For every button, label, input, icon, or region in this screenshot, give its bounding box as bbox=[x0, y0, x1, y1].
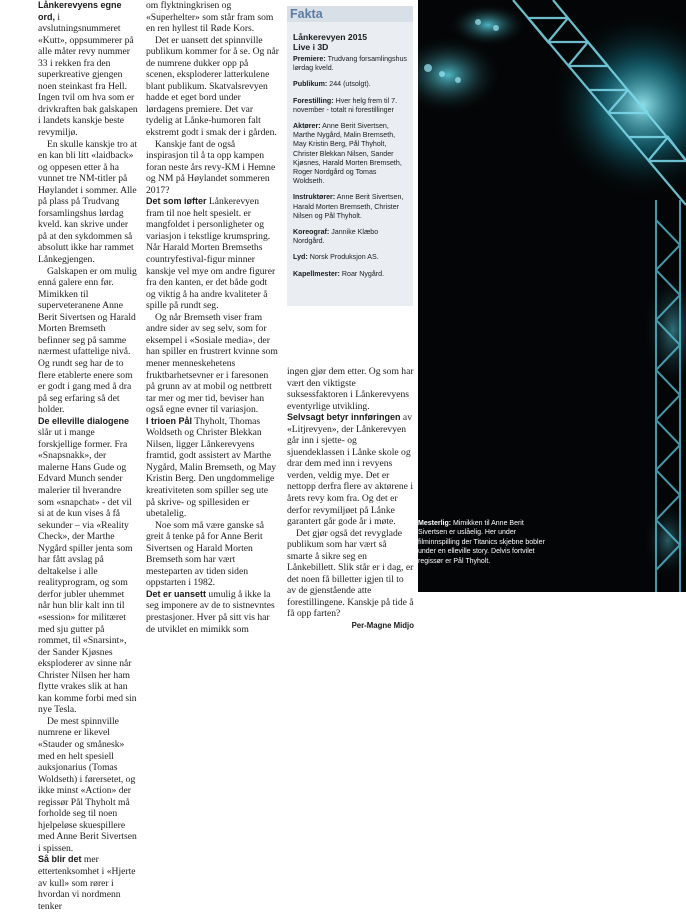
caption-text: Mimikken til Anne Berit Sivertsen er uslåelig. Her under filminnspilling der Titanics skjebne bobler under en elleville story. Delvis fortvilet regissør er Pål Thyholt. bbox=[418, 520, 545, 565]
paragraph bbox=[146, 416, 279, 520]
fact-label: Lyd: bbox=[293, 253, 308, 262]
paragraph-lead: Så blir det bbox=[38, 854, 82, 865]
fact-label: Kapellmester: bbox=[293, 269, 340, 278]
fact-title-line-2: Live i 3D bbox=[293, 42, 329, 52]
caption-label: Mesterlig: bbox=[418, 520, 452, 527]
paragraph-lead: I trioen Pål bbox=[146, 415, 193, 426]
paragraph bbox=[146, 589, 279, 635]
fact-text: Anne Berit Sivertsen, Marthe Nygård, Malin Bremseth, May Kristin Berg, Pål Thyholt, Christer Blekkan Nilsen, Sander Kjøsnes, Harald Morten Bremseth, Roger Nordgård og Tomas Woldseth. bbox=[293, 122, 402, 186]
fact-text: Jannike Klæbo Nordgård. bbox=[293, 228, 379, 246]
photo-caption bbox=[418, 519, 548, 566]
fact-text: 244 (utsolgt). bbox=[327, 80, 371, 89]
paragraph-text: mer ettertenksomhet i «Hjerte av kull» som rører i hvordan vi nordmenn tenker bbox=[38, 854, 136, 912]
paragraph-text: En skulle kanskje tro at en kan bli litt «laidback» og oppesen etter å ha vunnet tre NM-titler på Høylandet i sommer. Alle på plass på Trudvang forsamlingshus lørdag kveld. kan skrive under på at den sykdommen så absolutt ikke har rammet Lånkegjengen. bbox=[38, 138, 138, 266]
article-column-2 bbox=[146, 0, 279, 635]
article-column-1 bbox=[38, 0, 138, 912]
fact-box-header: Fakta bbox=[287, 6, 413, 22]
paragraph-text: De mest spinnville numrene er likevel «Stauder og smånesk» med en helt spesiell auksjonarius (Tomas Woldseth) i førersetet, og ikke minst «Action» der regissør Pål Thyholt må forholde seg til noen hjelpeløse skuespillere med Anne Berit Sivertsen i spissen. bbox=[38, 715, 137, 854]
paragraph-text: Noe som må være ganske så greit å tenke på for Anne Berit Sivertsen og Harald Morten Bremseth som har vært mesteparten av tiden siden oppstarten i 1982. bbox=[146, 519, 264, 589]
paragraph bbox=[287, 528, 414, 620]
fact-label: Forestilling: bbox=[293, 96, 334, 105]
paragraph-lead: Det er uansett bbox=[146, 588, 207, 599]
fact-item bbox=[293, 122, 408, 186]
paragraph-text: umulig å ikke la seg imponere av de to sistnevntes prestasjoner. Hver på sitt vis har de utviklet en mimikk som bbox=[146, 588, 275, 635]
fact-item bbox=[293, 228, 408, 246]
paragraph-text: Lånkerevyen fram til noe helt spesielt. er mangfoldet i personligheter og variasjon i tekstlige krumspring. Når Harald Morten Bremseths countryfestival-figur minner kanskje vel mye om andre figurer fra den kanten, er det både godt og viktig å ha andre kvaliteter å spille på rundt seg. bbox=[146, 196, 276, 312]
fact-item bbox=[293, 97, 408, 115]
paragraph bbox=[38, 416, 138, 716]
fact-text: Roar Nygård. bbox=[339, 269, 385, 278]
paragraph bbox=[38, 139, 138, 266]
paragraph bbox=[38, 716, 138, 855]
paragraph-text: Kanskje fant de også inspirasjon til å ta opp kampen foran neste års revy-KM i Hemne og NM på Høylandet sommeren 2017? bbox=[146, 138, 276, 196]
paragraph-lead: Det som løfter bbox=[146, 196, 207, 207]
fact-item bbox=[293, 193, 408, 221]
paragraph-text: Thyholt, Thomas Woldseth og Christer Blekkan Nilsen, ligger Lånkerevyens framtid, godt assistert av Marthe Nygård, Malin Bremseth, og May Kristin Berg. Den ungdommelige kreativiteten som spiller seg ute på skrive- og spillesiden er ubetalelig. bbox=[146, 415, 277, 520]
fact-label: Premiere: bbox=[293, 55, 326, 63]
article-column-3 bbox=[287, 366, 414, 631]
paragraph bbox=[38, 0, 138, 139]
byline: Per-Magne Midjo bbox=[351, 621, 414, 631]
paragraph-text: av «Litjrevyen», der Lånkerevyen går inn i sjette- og sjuendeklassen i Lånke skole og drar dem med inn i revyens verden, veldig mye. Det er nettopp derfra flere av aktørene i årets revy kom fra. Og det er derfor revymiljøet på Lånke garantert går gode år i møte. bbox=[287, 412, 413, 528]
paragraph-lead: Selvsagt betyr innføringen bbox=[287, 412, 401, 423]
paragraph-lead: De elleville dialogene bbox=[38, 415, 130, 426]
fact-label: Publikum: bbox=[293, 80, 328, 89]
paragraph bbox=[146, 312, 279, 416]
paragraph-text: slår ut i mange forskjellige former. Fra «Snapsnakk», der malerne Hans Gude og Edvard Munch sender malerier til hverandre som «snapchat» - det vil si at de kun vises å få sekunder – via «Reality Check», der Marthe Nygård spiller jenta som har fått avslag på deltakelse i alle realityprogram, og som derfor jubler uhemmet når hun blir kalt inn til «session» for militæret med sju gutter på rommet, til «Snarsint», der Sander Kjøsnes eksploderer av sinne når Christer Nilsen her ham flytte vrakes slik at han kan komme forbi med sin nye Tesla. bbox=[38, 427, 137, 716]
paragraph bbox=[146, 0, 279, 35]
paragraph-text: i avslutningsnummeret «Kutt», oppsummerer på alle måter revy nummer 33 i rekken fra den superkreative gjengen noen steinkast fra Hell. Ingen tvil om hva som er drivkraften bak galskapen i landets kanskje beste revymiljø. bbox=[38, 11, 138, 139]
fact-item bbox=[293, 253, 408, 262]
paragraph bbox=[146, 520, 279, 589]
paragraph-lead: Lånkerevyens egne ord, bbox=[38, 0, 122, 22]
paragraph-text: om flyktningkrisen og «Superhelter» som står fram som en ren hyllest til Røde Kors. bbox=[146, 0, 274, 35]
paragraph-text: Og når Bremseth viser fram andre sider av seg selv, som for eksempel i «Sosiale media», der han spiller en frustrert kvinne som mener menneskehetens fruktbarhetsevner er i faresonen på grunn av at mobil og nettbrett tar mer og mer tid, beviser han også egne evner til variasjon. bbox=[146, 311, 278, 416]
fact-box bbox=[287, 6, 413, 306]
fact-text: Norsk Produksjon AS. bbox=[307, 253, 379, 262]
fact-label: Aktører: bbox=[293, 122, 321, 131]
fact-text: Trudvang forsamlingshus lørdag kveld. bbox=[293, 55, 407, 73]
fact-item bbox=[293, 80, 408, 89]
paragraph-text: ingen gjør dem etter. Og som har vært den viktigste suksessfaktoren i Lånkerevyens eventyrlige utvikling. bbox=[287, 366, 414, 412]
fact-title-line-1: Lånkerevyen 2015 bbox=[293, 32, 368, 42]
fact-label: Koreograf: bbox=[293, 228, 330, 237]
paragraph-text: Det gjør også det revyglade publikum som har vært så smarte å sikre seg en Lånkebillett. Slik står er i dag, er det noen få billetter igjen til to av de gjenstående atte forestillingene. Kanskje på tide å få opp farten? bbox=[287, 527, 414, 620]
fact-box-title bbox=[293, 32, 408, 52]
fact-item bbox=[293, 55, 408, 73]
fact-box-body bbox=[287, 22, 413, 279]
fact-item bbox=[293, 270, 408, 279]
stage-lights-truss-image bbox=[418, 0, 686, 592]
paragraph-text: Det er uansett det spinnville publikum kommer for å se. Og når de numrene dukker opp på scenen, eksploderer latterkulene blant publikum. Skatvalsrevyen hadde et eget bord under lørdagens premiere. Det var tydelig at Lånke-humoren falt ekstremt godt i smak der i gården. bbox=[146, 34, 279, 139]
paragraph bbox=[146, 196, 279, 311]
fact-label: Instruktører: bbox=[293, 193, 336, 202]
stage-photo bbox=[418, 0, 686, 592]
paragraph bbox=[287, 412, 414, 527]
paragraph bbox=[38, 854, 138, 912]
paragraph bbox=[38, 266, 138, 416]
paragraph bbox=[146, 139, 279, 197]
paragraph bbox=[287, 366, 414, 412]
paragraph-text: Galskapen er om mulig enná galere enn før. Mimikken til superveteranene Anne Berit Sivertsen og Harald Morten Bremseth befinner seg på samme nærmest ufattelige nivå. Og rundt seg har de to flere etablerte enere som er godt i gang med å dra på seg erfaring så det holder. bbox=[38, 265, 137, 416]
paragraph bbox=[146, 35, 279, 139]
fact-text: Hver helg frem til 7. november - totalt ni forestillinger bbox=[293, 96, 398, 114]
fact-text: Anne Berit Sivertsen, Harald Morten Bremseth, Christer Nilsen og Pål Thyholt. bbox=[293, 193, 404, 220]
